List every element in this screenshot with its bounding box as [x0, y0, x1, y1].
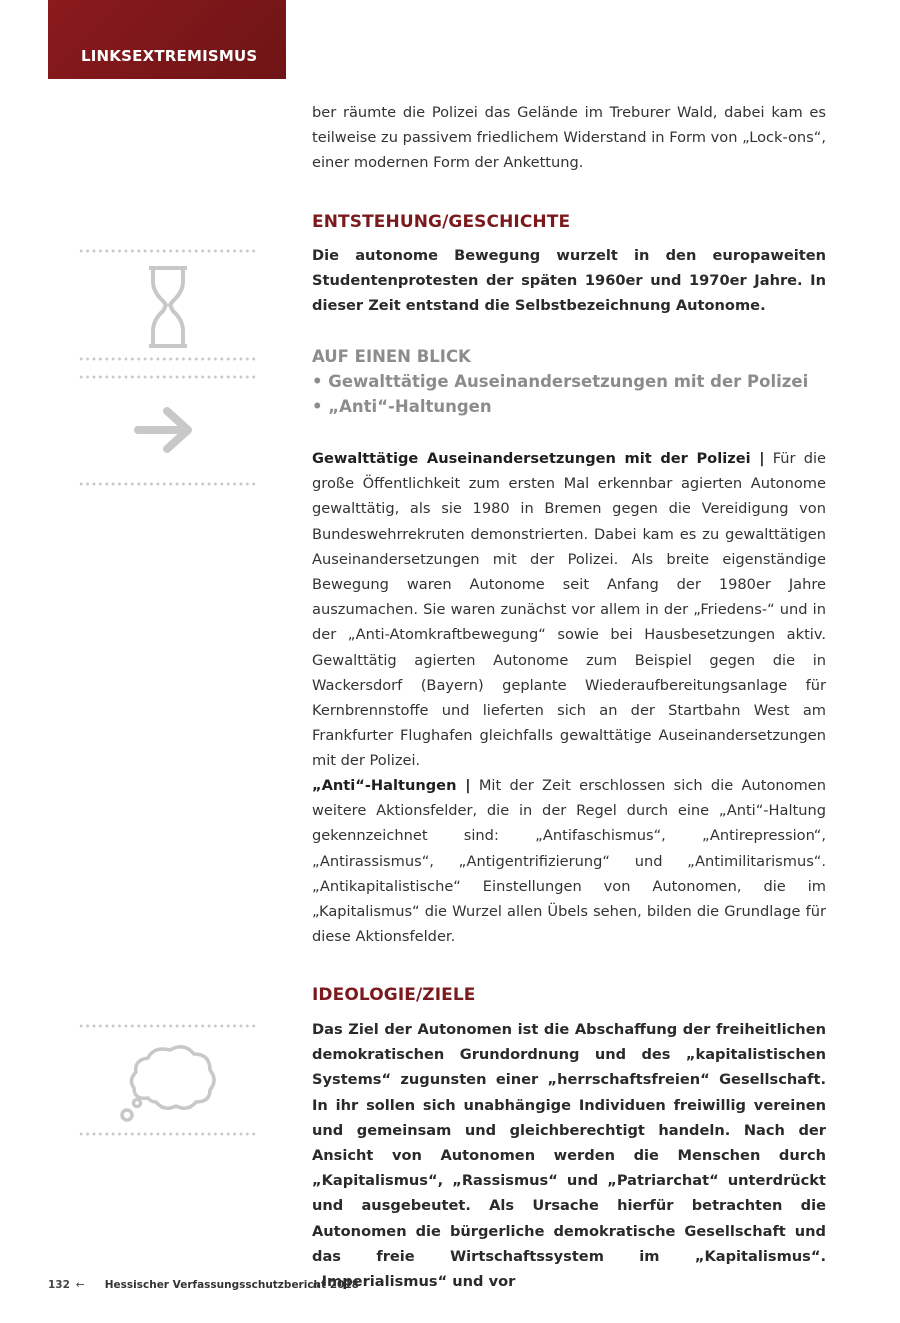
body-paragraph-violence	[312, 446, 826, 774]
arrow-right-icon	[133, 406, 195, 454]
section-tag-label: LINKSEXTREMISMUS	[81, 47, 258, 65]
dotted-divider	[78, 1024, 256, 1028]
ideologie-section	[312, 985, 826, 1294]
paragraph-text: Mit der Zeit erschlossen sich die Autonomen weitere Aktionsfelder, die in der Regel durch eine „Anti“-Haltung gekennzeichnet sind: „Antifaschismus“, „Antirepression“, „Antirassismus“, „Antigentrifizierung“ und „Antimilitarismus“. „Antikapitalistische“ Einstellungen von Autonomen, die im „Kapitalismus“ die Wurzel allen Übels sehen, bilden die Grundlage für diese Aktionsfelder.	[312, 777, 826, 946]
section-heading: ENTSTEHUNG/GESCHICHTE	[312, 212, 571, 232]
paragraph-label: Gewalttätige Auseinandersetzungen mit der Polizei |	[312, 450, 765, 467]
intro-paragraph: ber räumte die Polizei das Gelände im Treburer Wald, dabei kam es teilweise zu passivem friedlichem Widerstand in Form von „Lock-ons“, einer modernen Form der Ankettung.	[312, 104, 826, 172]
lead-paragraph: Die autonome Bewegung wurzelt in den europaweiten Studentenprotesten der späten 1960er und 1970er Jahre. In dieser Zeit entstand die Selbstbezeichnung Autonome.	[312, 247, 826, 315]
lead-paragraph: Das Ziel der Autonomen ist die Abschaffung der freiheitlichen demokratischen Grundordnung und des „kapitalistischen Systems“ zugunsten einer „herrschaftsfreien“ Gesellschaft. In ihr sollen sich unabhängige Individuen freiwillig vereinen und gemeinsam und gleichberechtigt handeln. Nach der Ansicht von Autonomen werden die Menschen durch „Kapitalismus“, „Rassismus“ und „Patriarchat“ unterdrückt und ausgebeutet. Als Ursache hierfür betrachten die Autonomen die bürgerliche demokratische Gesellschaft und das freie Wirtschaftssystem im „Kapitalismus“. „Imperialismus“ und vor	[312, 1021, 826, 1291]
hourglass-icon	[146, 265, 190, 349]
section-tag	[48, 0, 286, 79]
back-arrow-icon: ←	[75, 1279, 85, 1291]
dotted-divider	[78, 375, 256, 379]
dotted-divider	[78, 357, 256, 361]
dotted-divider	[78, 482, 256, 486]
paragraph-text: Für die große Öffentlichkeit zum ersten Mal erkennbar agierten Autonome gewalttätig, als sie 1980 in Bremen gegen die Vereidigung von Bundeswehrrekruten demonstrierten. Dabei kam es zu gewalttätigen Auseinandersetzungen mit der Polizei. Als breite eigenständige Bewegung waren Autonome seit Anfang der 1980er Jahre auszumachen. Sie waren zunächst vor allem in der „Friedens-“ und in der „Anti-Atomkraftbewegung“ sowie bei Hausbesetzungen aktiv. Gewalttätig agierten Autonome zum Beispiel gegen die in Wackersdorf (Bayern) geplante Wiederaufbereitungsanlage für Kernbrennstoffe und lieferten sich an der Startbahn West am Frankfurter Flughafen gleichfalls gewalttätige Auseinandersetzungen mit der Polizei.	[312, 450, 826, 770]
entstehung-section	[312, 212, 826, 319]
thought-bubble-icon	[118, 1040, 218, 1122]
glance-item: • Gewalttätige Auseinandersetzungen mit der Polizei	[312, 372, 809, 391]
dotted-divider	[78, 249, 256, 253]
paragraph-label: „Anti“-Haltungen |	[312, 777, 471, 794]
glance-item: • „Anti“-Haltungen	[312, 397, 492, 416]
body-paragraph-anti	[312, 773, 826, 949]
page-number: 132	[48, 1279, 70, 1291]
report-title: Hessischer Verfassungsschutzbericht 2018	[104, 1279, 359, 1291]
section-heading: IDEOLOGIE/ZIELE	[312, 985, 476, 1005]
dotted-divider	[78, 1132, 256, 1136]
at-a-glance-box	[312, 344, 826, 419]
glance-title: AUF EINEN BLICK	[312, 347, 471, 366]
page-footer	[48, 1279, 359, 1291]
